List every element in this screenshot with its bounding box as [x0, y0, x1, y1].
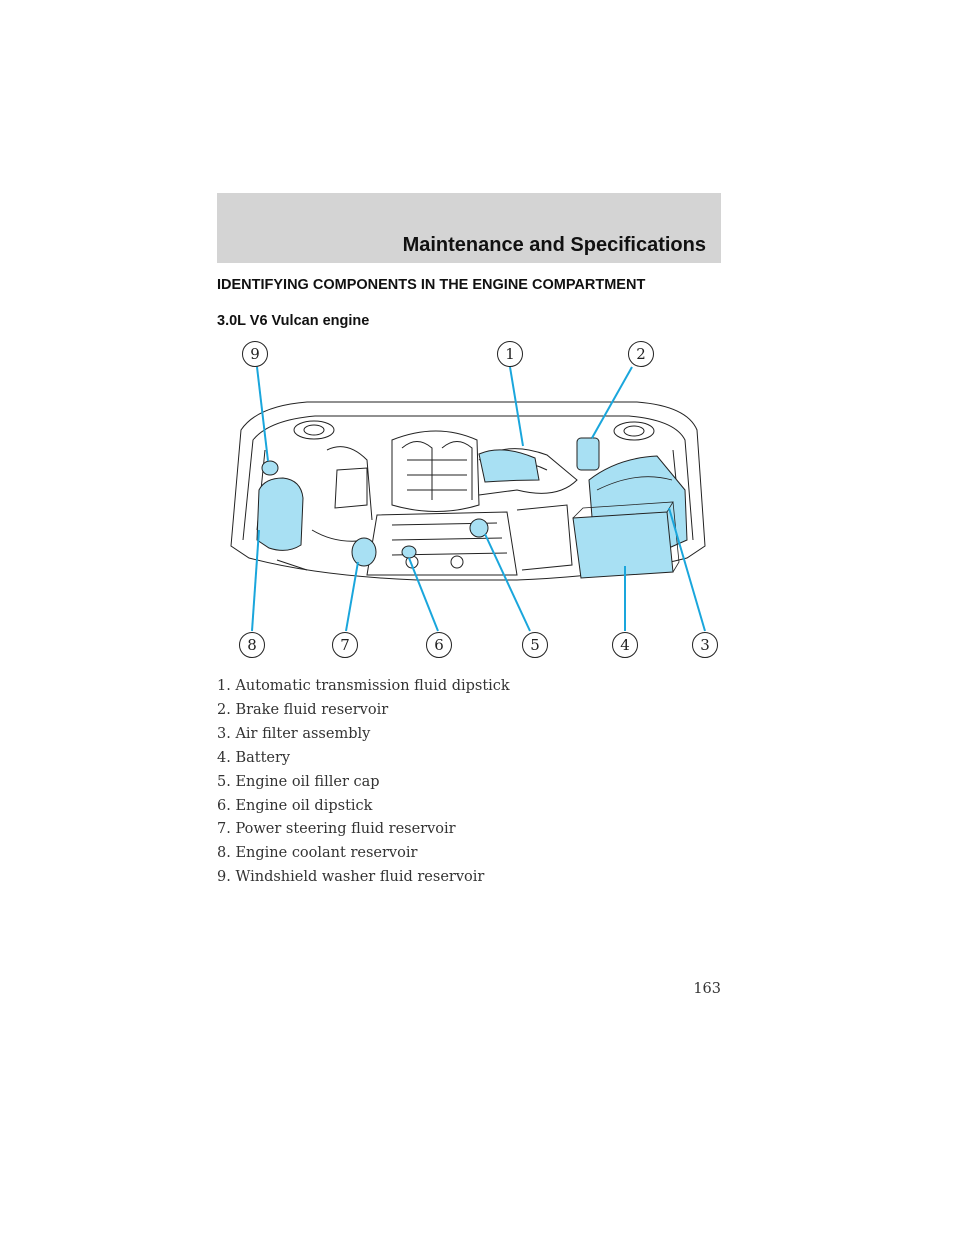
page-title: Maintenance and Specifications: [402, 234, 706, 256]
legend-item: 3. Air filter assembly: [217, 725, 371, 742]
transmission-dipstick-area: [479, 450, 539, 482]
callout-8: 8: [239, 632, 265, 658]
callout-1: 1: [497, 341, 523, 367]
legend-item: 9. Windshield washer fluid reservoir: [217, 869, 485, 886]
callout-6: 6: [426, 632, 452, 658]
legend-item: 1. Automatic transmission fluid dipstick: [217, 678, 510, 694]
section-heading: IDENTIFYING COMPONENTS IN THE ENGINE COMPARTMENT: [217, 277, 646, 293]
legend-item: 6. Engine oil dipstick: [217, 797, 373, 814]
leader-7: [346, 562, 358, 631]
legend-item: 5. Engine oil filler cap: [217, 773, 380, 790]
page-number: 163: [693, 981, 721, 997]
power-steering-reservoir: [352, 538, 376, 566]
leader-1: [510, 367, 523, 446]
component-legend: [217, 675, 510, 890]
leader-6: [409, 558, 438, 631]
engine-subheading: 3.0L V6 Vulcan engine: [217, 313, 370, 329]
engine-compartment-diagram: [217, 330, 721, 660]
legend-item: 7. Power steering fluid reservoir: [217, 821, 456, 838]
legend-item: 4. Battery: [217, 749, 291, 766]
engine-illustration: [217, 330, 721, 660]
callout-2: 2: [628, 341, 654, 367]
callout-7: 7: [332, 632, 358, 658]
leader-8: [252, 530, 259, 631]
coolant-reservoir: [257, 478, 303, 550]
callout-4: 4: [612, 632, 638, 658]
oil-dipstick-handle: [402, 546, 416, 558]
legend-item: 8. Engine coolant reservoir: [217, 845, 418, 862]
washer-reservoir-cap: [262, 461, 278, 475]
callout-3: 3: [692, 632, 718, 658]
callout-5: 5: [522, 632, 548, 658]
battery: [573, 512, 673, 578]
leader-5: [485, 534, 530, 631]
brake-fluid-reservoir: [577, 438, 599, 470]
legend-item: 2. Brake fluid reservoir: [217, 701, 389, 718]
header-band: [217, 193, 721, 263]
callout-9: 9: [242, 341, 268, 367]
